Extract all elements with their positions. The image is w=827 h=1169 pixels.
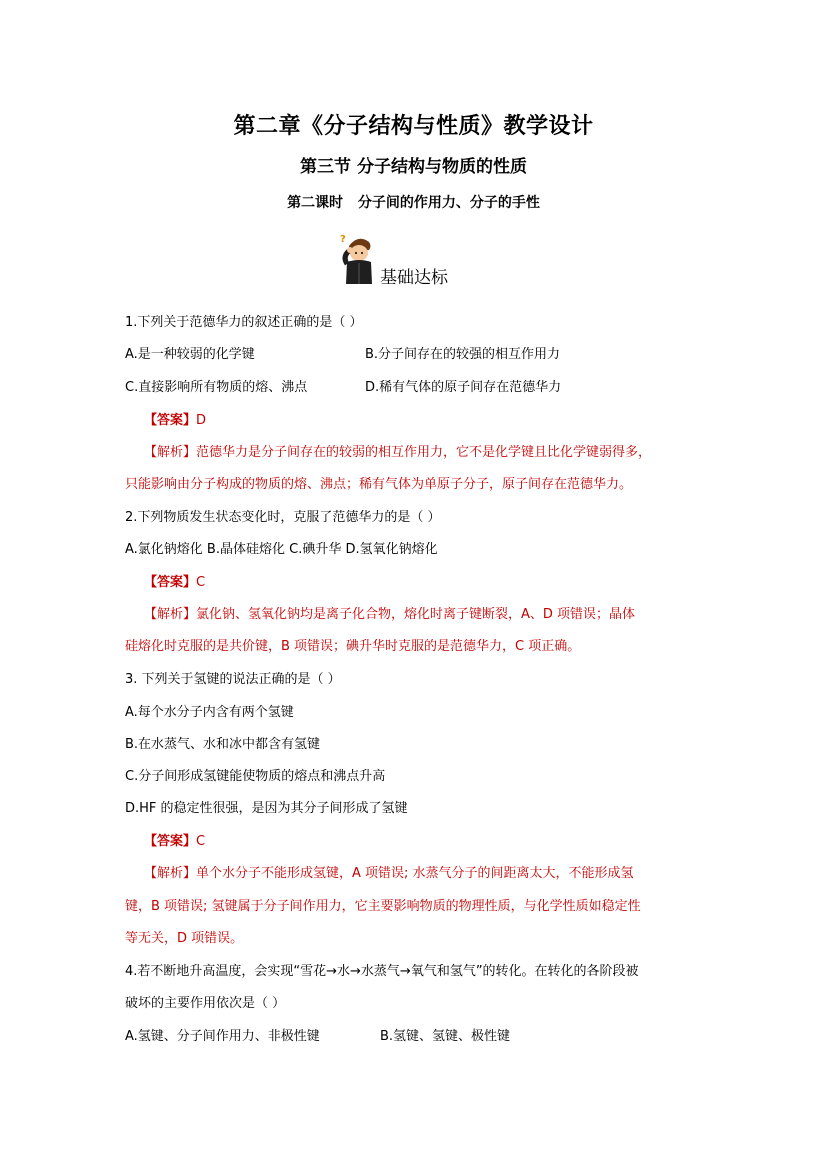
answer-tag: 【答案】 — [144, 834, 197, 849]
q1-option-a: A.是一种较弱的化学键 — [125, 347, 255, 362]
thinking-boy-icon — [336, 232, 382, 288]
q1-answer — [144, 411, 206, 431]
q3-option-d: D.HF 的稳定性很强，是因为其分子间形成了氢键 — [125, 801, 408, 816]
q2-options: A.氯化钠熔化 B.晶体硅熔化 C.碘升华 D.氢氧化钠熔化 — [125, 542, 438, 557]
q3-option-a: A.每个水分子内含有两个氢键 — [125, 705, 294, 720]
q1-option-c: C.直接影响所有物质的熔、沸点 — [125, 380, 308, 395]
section-title: 第三节 分子结构与物质的性质 — [300, 157, 527, 177]
q1-stem: 1.下列关于范德华力的叙述正确的是（ ） — [125, 315, 363, 330]
q3-analysis-line: 等无关，D 项错误。 — [125, 931, 244, 946]
answer-tag: 【答案】 — [144, 575, 197, 590]
q3-stem: 3. 下列关于氢键的说法正确的是（ ） — [125, 672, 341, 687]
q1-analysis-line: 只能影响由分子构成的物质的熔、沸点；稀有气体为单原子分子，原子间存在范德华力。 — [125, 477, 633, 492]
q2-analysis-line: 【解析】氯化钠、氢氧化钠均是离子化合物，熔化时离子键断裂，A、D 项错误；晶体 — [144, 607, 636, 622]
q3-option-c: C.分子间形成氢键能使物质的熔点和沸点升高 — [125, 769, 386, 784]
q3-analysis-line: 键，B 项错误; 氢键属于分子间作用力，它主要影响物质的物理性质，与化学性质如稳定性 — [125, 899, 641, 914]
answer-tag: 【答案】 — [144, 413, 197, 428]
q4-stem-line: 4.若不断地升高温度，会实现“雪花→水→水蒸气→氧气和氢气”的转化。在转化的各阶段被 — [125, 964, 639, 979]
q2-answer — [144, 573, 205, 593]
q1-option-b: B.分子间存在的较强的相互作用力 — [365, 347, 561, 362]
answer-value: C — [196, 834, 206, 849]
q1-option-d: D.稀有气体的原子间存在范德华力 — [365, 380, 562, 395]
answer-value: C — [196, 575, 206, 590]
document-title: 第二章《分子结构与性质》教学设计 — [233, 113, 594, 139]
q3-analysis-line: 【解析】单个水分子不能形成氢键，A 项错误; 水蒸气分子的间距离太大，不能形成氢 — [144, 866, 634, 881]
q3-option-b: B.在水蒸气、水和冰中都含有氢键 — [125, 737, 321, 752]
svg-text:?: ? — [340, 234, 346, 245]
q2-analysis-line: 硅熔化时克服的是共价键，B 项错误；碘升华时克服的是范德华力，C 项正确。 — [125, 639, 581, 654]
answer-value: D — [196, 413, 207, 428]
q3-answer — [144, 832, 205, 852]
q4-option-a: A.氢键、分子间作用力、非极性键 — [125, 1029, 320, 1044]
lesson-title: 第二课时 分子间的作用力、分子的手性 — [287, 195, 540, 211]
badge-label: 基础达标 — [380, 268, 448, 288]
q1-analysis-line: 【解析】范德华力是分子间存在的较弱的相互作用力，它不是化学键且比化学键弱得多， — [144, 445, 652, 460]
q2-stem: 2.下列物质发生状态变化时，克服了范德华力的是（ ） — [125, 510, 441, 525]
q4-option-b: B.氢键、氢键、极性键 — [380, 1029, 511, 1044]
basic-goal-badge — [336, 232, 466, 288]
q4-stem-line: 破坏的主要作用依次是（ ） — [125, 996, 286, 1011]
